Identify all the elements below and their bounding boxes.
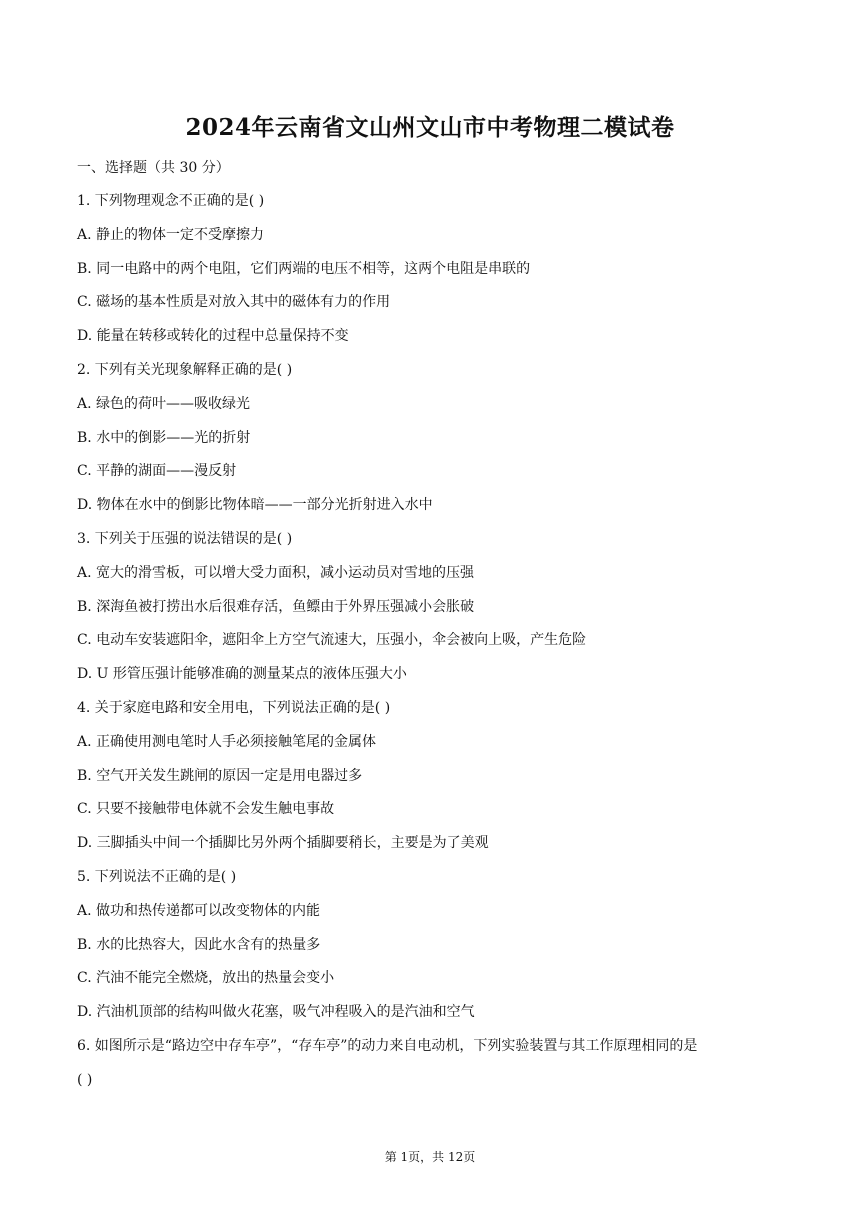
question-3-option-d: D. U 形管压强计能够准确的测量某点的液体压强大小 (77, 666, 407, 682)
question-1-option-a: A. 静止的物体一定不受摩擦力 (77, 227, 265, 243)
question-4-option-d: D. 三脚插头中间一个插脚比另外两个插脚要稍长，主要是为了美观 (77, 835, 489, 851)
question-5-option-a: A. 做功和热传递都可以改变物体的内能 (77, 903, 321, 919)
question-1-option-c: C. 磁场的基本性质是对放入其中的磁体有力的作用 (77, 294, 391, 310)
question-5-option-b: B. 水的比热容大，因此水含有的热量多 (77, 937, 321, 953)
section-heading: 一、选择题（共 30 分） (77, 160, 230, 176)
question-4-option-c: C. 只要不接触带电体就不会发生触电事故 (77, 801, 335, 817)
question-2-option-b: B. 水中的倒影——光的折射 (77, 430, 251, 446)
question-4-option-a: A. 正确使用测电笔时人手必须接触笔尾的金属体 (77, 734, 377, 750)
question-6-stem: 6. 如图所示是“路边空中存车亭”，“存车亭”的动力来自电动机，下列实验装置与其工作原理相同的是 (77, 1038, 698, 1054)
question-1-option-d: D. 能量在转移或转化的过程中总量保持不变 (77, 328, 349, 344)
question-3-stem: 3. 下列关于压强的说法错误的是( ) (77, 531, 293, 547)
question-3-option-b: B. 深海鱼被打捞出水后很难存活，鱼鳔由于外界压强减小会胀破 (77, 599, 475, 615)
question-3-option-c: C. 电动车安装遮阳伞，遮阳伞上方空气流速大，压强小，伞会被向上吸，产生危险 (77, 632, 587, 648)
question-5-option-c: C. 汽油不能完全燃烧，放出的热量会变小 (77, 970, 335, 986)
page-title: 2024年云南省文山州文山市中考物理二模试卷 (185, 114, 675, 141)
question-5-stem: 5. 下列说法不正确的是( ) (77, 869, 237, 885)
question-4-stem: 4. 关于家庭电路和安全用电，下列说法正确的是( ) (77, 700, 391, 716)
question-2-option-a: A. 绿色的荷叶——吸收绿光 (77, 396, 251, 412)
question-5-option-d: D. 汽油机顶部的结构叫做火花塞，吸气冲程吸入的是汽油和空气 (77, 1004, 475, 1020)
question-1-stem: 1. 下列物理观念不正确的是( ) (77, 193, 265, 209)
question-2-option-c: C. 平静的湖面——漫反射 (77, 463, 237, 479)
page-footer: 第 1页，共 12页 (384, 1150, 476, 1164)
question-6-stem-continuation: ( ) (77, 1072, 93, 1088)
question-4-option-b: B. 空气开关发生跳闸的原因一定是用电器过多 (77, 768, 363, 784)
question-1-option-b: B. 同一电路中的两个电阻，它们两端的电压不相等，这两个电阻是串联的 (77, 261, 531, 277)
question-3-option-a: A. 宽大的滑雪板，可以增大受力面积，减小运动员对雪地的压强 (77, 565, 475, 581)
question-2-option-d: D. 物体在水中的倒影比物体暗——一部分光折射进入水中 (77, 497, 433, 513)
question-2-stem: 2. 下列有关光现象解释正确的是( ) (77, 362, 293, 378)
